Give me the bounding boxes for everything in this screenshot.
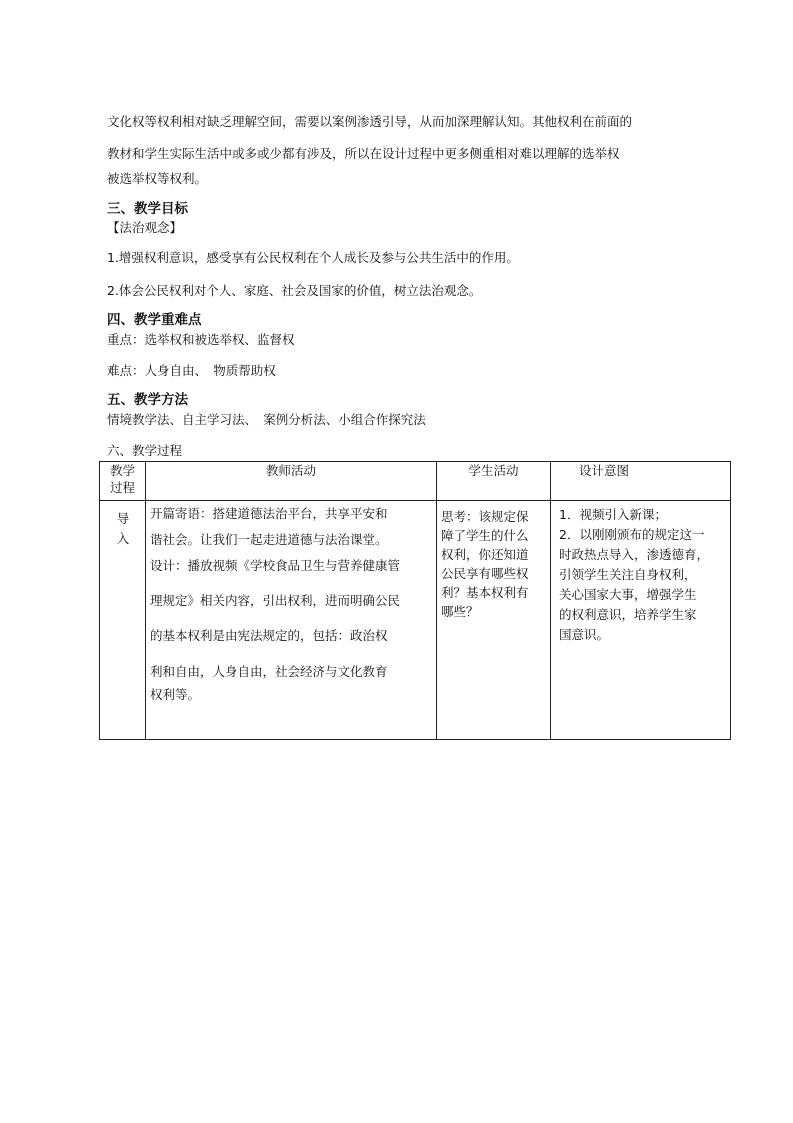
header-stage xyxy=(100,462,146,501)
intent-line-1: 1．视频引入新课； xyxy=(559,507,667,522)
student-line-5: 利？基本权利有 xyxy=(441,585,529,600)
teacher-cell xyxy=(146,501,437,740)
teacher-line-4: 理规定》相关内容，引出权利，进而明确公民 xyxy=(150,593,401,608)
process-table xyxy=(99,461,731,740)
stage-char-1: 导 xyxy=(116,511,130,526)
teacher-line-1: 开篇寄语：搭建道德法治平台，共享平安和 xyxy=(150,506,388,521)
teacher-line-6: 利和自由，人身自由，社会经济与文化教育 xyxy=(150,664,388,679)
intent-line-2: 2．以刚刚颁布的规定这一 xyxy=(559,527,705,542)
stage-char-2: 入 xyxy=(116,531,130,546)
student-line-2: 障了学生的什么 xyxy=(441,528,529,543)
student-line-6: 哪些？ xyxy=(441,604,479,619)
header-intent xyxy=(551,462,731,501)
intent-line-6: 的权利意识，培养学生家 xyxy=(559,607,697,622)
intro-line-2: 教材和学生实际生活中或多或少都有涉及，所以在设计过程中更多侧重相对难以理解的选举权 xyxy=(107,146,620,161)
difficult-point: 难点：人身自由、 物质帮助权 xyxy=(107,363,276,378)
intent-line-7: 国意识。 xyxy=(559,627,610,642)
header-teacher: 教师活动 xyxy=(146,462,437,501)
intent-line-3: 时政热点导入，渗透德育， xyxy=(559,547,710,562)
goal-item-2: 2.体会公民权利对个人、家庭、社会及国家的价值，树立法治观念。 xyxy=(107,283,482,298)
teacher-line-3: 设计：播放视频《学校食品卫生与营养健康管 xyxy=(150,558,401,573)
teacher-line-5: 的基本权利是由宪法规定的，包括：政治权 xyxy=(150,628,388,643)
stage-cell xyxy=(100,501,146,740)
header-stage-line-2: 过程 xyxy=(109,480,135,495)
key-point: 重点：选举权和被选举权、监督权 xyxy=(107,332,295,347)
student-cell xyxy=(437,501,551,740)
intent-line-5: 关心国家大事，增强学生 xyxy=(559,587,697,602)
methods-list: 情境教学法、自主学习法、 案例分析法、小组合作探究法 xyxy=(107,412,426,427)
process-heading: 六、教学过程 xyxy=(107,443,183,458)
student-line-3: 权利，你还知道 xyxy=(441,547,529,562)
intro-line-1: 文化权等权利相对缺乏理解空间，需要以案例渗透引导，从而加深理解认知。其他权利在前面的 xyxy=(107,114,633,129)
student-line-4: 公民享有哪些权 xyxy=(441,566,529,581)
table-header-row xyxy=(100,462,731,501)
table-row xyxy=(100,501,731,740)
intent-line-4: 引领学生关注自身权利， xyxy=(559,567,697,582)
intro-line-3: 被选举权等权利。 xyxy=(107,171,208,186)
teacher-line-7: 权利等。 xyxy=(150,687,201,702)
student-line-1: 思考：该规定保 xyxy=(441,509,529,524)
header-intent-label: 设计意图 xyxy=(579,463,630,478)
teacher-line-2: 谐社会。让我们一起走进道德与法治课堂。 xyxy=(150,532,388,547)
goals-heading: 三、教学目标 xyxy=(107,201,188,217)
header-student: 学生活动 xyxy=(437,462,551,501)
keypoints-heading: 四、教学重难点 xyxy=(107,312,202,328)
goals-subheading: 【法治观念】 xyxy=(107,220,183,235)
header-stage-line-1: 教学 xyxy=(109,463,135,478)
methods-heading: 五、教学方法 xyxy=(107,392,188,408)
goal-item-1: 1.增强权利意识，感受享有公民权利在个人成长及参与公共生活中的作用。 xyxy=(107,250,519,265)
intent-cell xyxy=(551,501,731,740)
